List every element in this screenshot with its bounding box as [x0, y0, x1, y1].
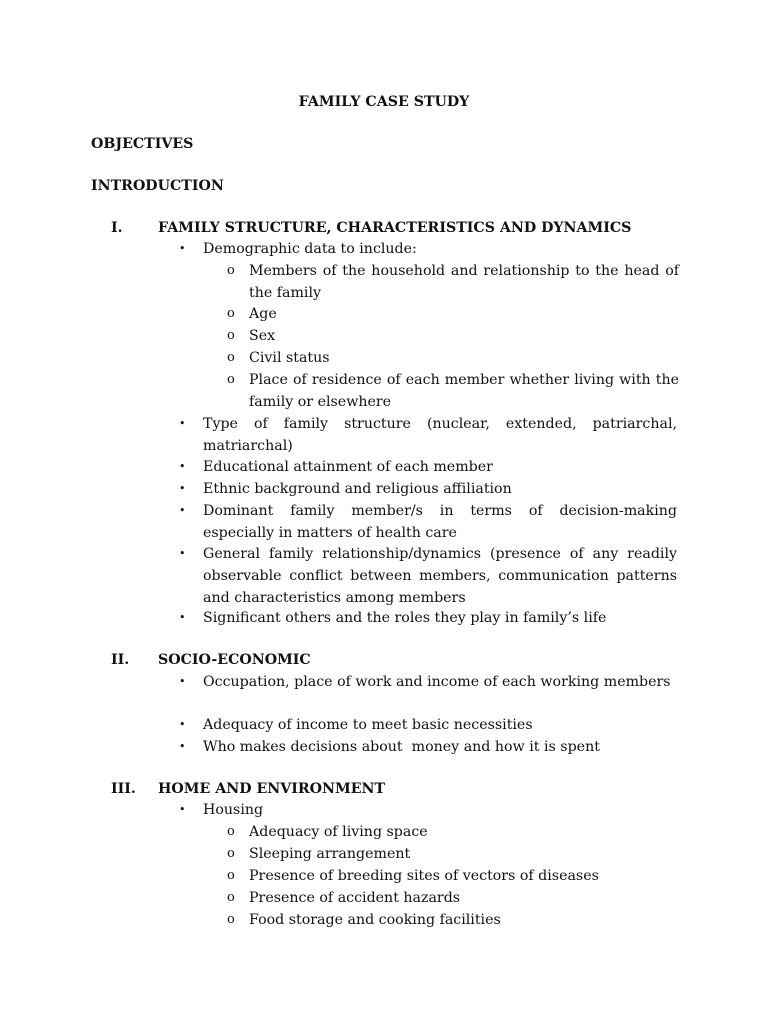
- sub-list-item: Civil status: [249, 350, 330, 366]
- sub-bullet-icon: o: [227, 868, 235, 883]
- bullet-icon: •: [179, 242, 186, 255]
- sub-bullet-icon: o: [227, 890, 235, 905]
- list-item: General family relationship/dynamics (presence of any readily observable conflict between members, communication patterns and characteristics among members: [203, 546, 677, 606]
- bullet-icon: •: [179, 803, 186, 816]
- list-item: Significant others and the roles they play in family’s life: [203, 610, 607, 626]
- list-item: Occupation, place of work and income of each working members: [203, 674, 671, 690]
- document-title: FAMILY CASE STUDY: [298, 94, 470, 110]
- bullet-icon: •: [179, 504, 186, 517]
- bullet-icon: •: [179, 482, 186, 495]
- sub-bullet-icon: o: [227, 912, 235, 927]
- list-item: Type of family structure (nuclear, extended, patriarchal, matriarchal): [203, 416, 677, 454]
- bullet-icon: •: [179, 417, 186, 430]
- heading-introduction: INTRODUCTION: [91, 178, 224, 194]
- sub-list-item: Sleeping arrangement: [249, 846, 411, 862]
- section-1-number: I.: [111, 220, 123, 236]
- sub-bullet-icon: o: [227, 824, 235, 839]
- bullet-icon: •: [179, 718, 186, 731]
- sub-bullet-icon: o: [227, 306, 235, 321]
- list-item: Demographic data to include:: [203, 241, 417, 257]
- sub-bullet-icon: o: [227, 372, 235, 387]
- bullet-icon: •: [179, 611, 186, 624]
- bullet-icon: •: [179, 460, 186, 473]
- bullet-icon: •: [179, 740, 186, 753]
- list-item: Ethnic background and religious affiliation: [203, 481, 512, 497]
- bullet-icon: •: [179, 547, 186, 560]
- sub-list-item: Members of the household and relationship to the head of the family: [249, 263, 679, 301]
- section-3-number: III.: [111, 781, 136, 797]
- section-3-title: HOME AND ENVIRONMENT: [158, 781, 386, 797]
- list-item: Dominant family member/s in terms of decision-making especially in matters of health care: [203, 503, 677, 541]
- sub-list-item: Sex: [249, 328, 276, 344]
- list-item: Who makes decisions about money and how it is spent: [203, 739, 600, 755]
- section-2-number: II.: [111, 652, 130, 668]
- list-item: Housing: [203, 802, 264, 818]
- sub-bullet-icon: o: [227, 328, 235, 343]
- sub-list-item: Presence of accident hazards: [249, 890, 461, 906]
- sub-list-item: Food storage and cooking facilities: [249, 912, 501, 928]
- section-1-title: FAMILY STRUCTURE, CHARACTERISTICS AND DYNAMICS: [158, 220, 632, 236]
- list-item: Educational attainment of each member: [203, 459, 493, 475]
- sub-list-item: Age: [249, 306, 277, 322]
- sub-list-item: Presence of breeding sites of vectors of diseases: [249, 868, 599, 884]
- bullet-icon: •: [179, 675, 186, 688]
- sub-list-item: Adequacy of living space: [249, 824, 428, 840]
- section-2-title: SOCIO-ECONOMIC: [158, 652, 311, 668]
- sub-bullet-icon: o: [227, 263, 235, 278]
- sub-bullet-icon: o: [227, 350, 235, 365]
- sub-list-item: Place of residence of each member whether living with the family or elsewhere: [249, 372, 679, 410]
- sub-bullet-icon: o: [227, 846, 235, 861]
- heading-objectives: OBJECTIVES: [91, 136, 194, 152]
- list-item: Adequacy of income to meet basic necessities: [203, 717, 533, 733]
